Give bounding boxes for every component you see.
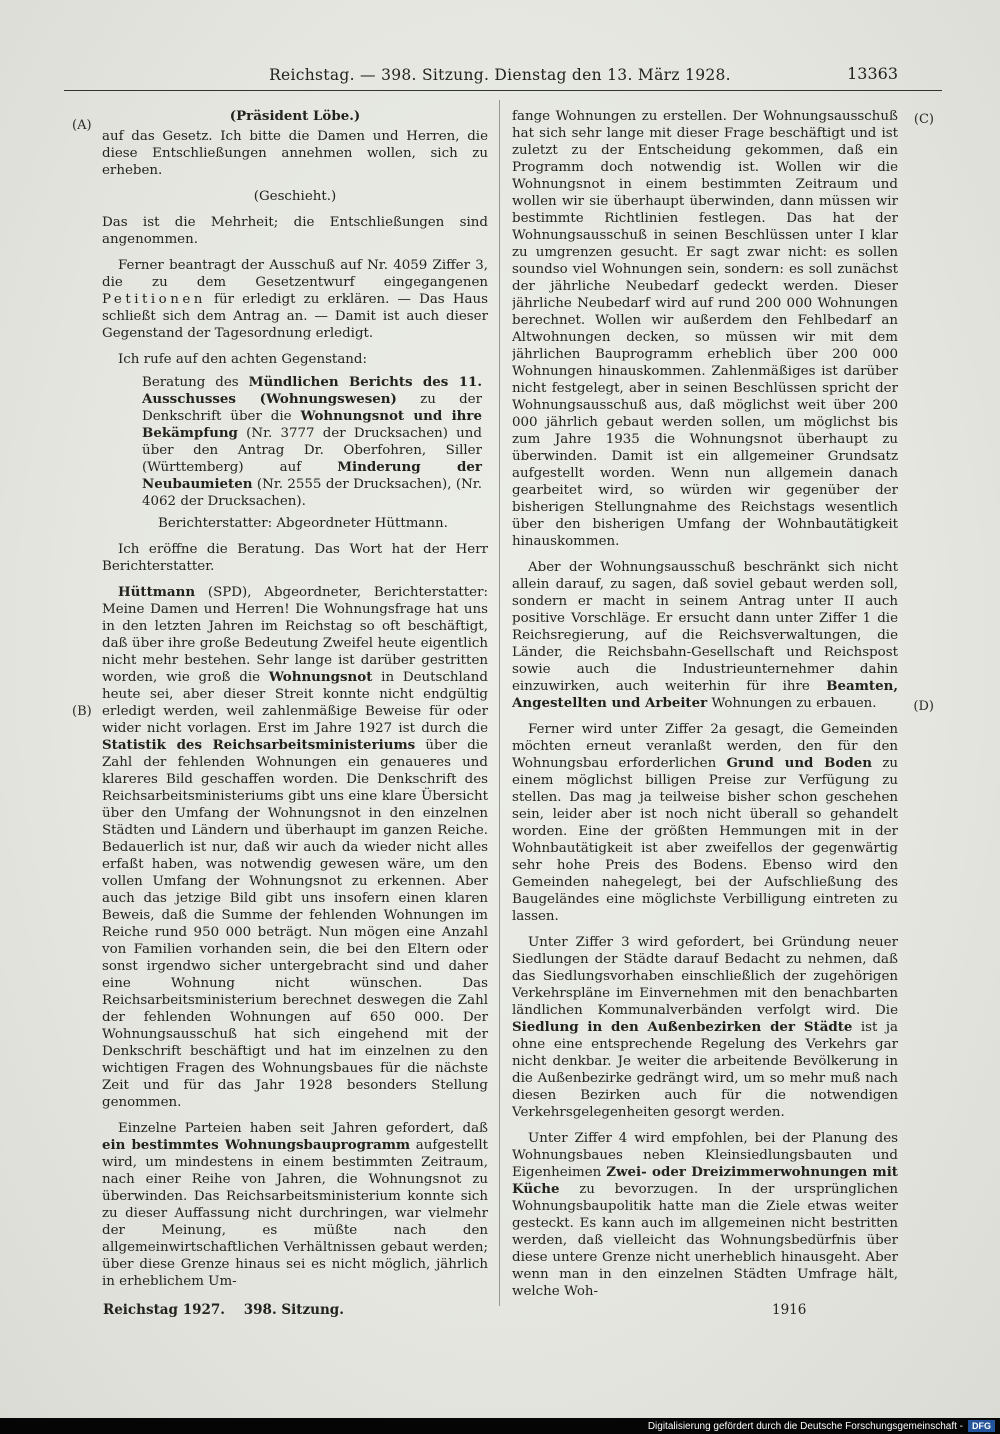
footer-page-number: 1916 [772,1302,807,1318]
paragraph [102,257,488,342]
paragraph [512,559,898,712]
margin-marker-b: (B) [72,704,92,719]
text-segment: Minderung der Neubaumieten [142,459,482,492]
text-segment: auf das Gesetz. Ich bitte die Damen und Herren, die diese Entschließungen annehmen wollen, sich zu erheben. [102,129,488,178]
column-right [512,108,898,1300]
text-segment: Ferner beantragt der Ausschuß auf Nr. 4059 Ziffer 3, die zu dem Gesetzentwurf eingegangenen [102,258,488,290]
text-segment: aufgestellt wird, um mindestens in einem bestimmten Zeitraum, nach einer Reihe von Jahren, die Wohnungsnot zu überwinden. Das Reichsarbeitsministerium konnte sich zu dieser Auffassung nicht durchringen, war vielmehr der Meinung, es müßte nach den allgemeinwirtschaftlichen Verhältnissen gebaut werden; über diese Grenze hinaus sei es nicht möglich, jährlich in erheblichem Um- [102,1138,488,1289]
margin-marker-c: (C) [913,112,934,127]
column-left [102,108,488,1300]
text-segment: Mündlichen Berichts des 11. Ausschusses (Wohnungswesen) [142,374,483,407]
paragraph [102,108,488,125]
text-segment: Einzelne Parteien haben seit Jahren gefordert, daß [118,1121,488,1136]
paragraph [102,188,488,205]
paragraph [102,1120,488,1290]
text-segment: zu der Denkschrift über die [142,392,482,424]
text-segment: Wohnungen zu erbauen. [707,696,877,711]
text-segment: Petitionen [102,292,206,307]
text-segment: Siedlung in den Außenbezirken der Städte [512,1019,853,1035]
paragraph [142,374,482,510]
text-segment: fange Wohnungen zu erstellen. Der Wohnungsausschuß hat sich sehr lange mit dieser Frage beschäftigt und ist zuletzt zu der Entscheidung gekommen, daß ein Programm doch notwendig ist. Wollen wir die Wohnungsnot in einem bestimmten Zeitraum und wollen wir sie überhaupt überwinden, dann müssen wir bestimmte Richtlinien festlegen. Das hat der Wohnungsausschuß in seinen Beschlüssen unter I klar zu umgrenzen gesucht. Er sagt zwar nicht: es sollen soundso viel Wohnungen sein, sondern: es soll zunächst der jährliche Neubedarf gedeckt werden. Dieser jährliche Neubedarf wird auf rund 200 000 Wohnungen berechnet. Wollen wir außerdem den Fehlbedarf an Altwohnungen decken, so müssen wir mit dem jährlichen Bauprogramm erheblich über 200 000 Wohnungen hinauskommen. Zahlenmäßiges ist darüber nicht festgelegt, aber in seinen Beschlüssen spricht der Wohnungsausschuß aus, daß möglichst weit über 200 000 jährlich gebaut werden sollen, um möglichst bis zum Jahre 1935 die Wohnungsnot überhaupt zu überwinden. Damit ist ein allgemeiner Grundsatz aufgestellt worden. Wenn nun allgemein danach gearbeitet wird, so würden wir gegenüber der bisherigen Stellungnahme des Reichstags wesentlich über den bisherigen Umfang der Wohnbautätigkeit hinauskommen. [512,109,898,549]
text-segment: in Deutschland heute sei, aber dieser Streit konnte nicht endgültig erledigt werden, weil zahlenmäßige Beweise für oder wider nicht vorlagen. Erst im Jahre 1927 ist durch die [102,670,488,736]
text-segment: (Nr. 2555 der Drucksachen), (Nr. 4062 der Drucksachen). [142,477,482,509]
paragraph [512,108,898,550]
text-segment: Ich rufe auf den achten Gegenstand: [118,352,368,367]
paragraph [158,515,488,532]
text-segment: (Präsident Löbe.) [229,108,361,124]
text-segment: über die Zahl der fehlenden Wohnungen ein genaueres und klareres Bild geschaffen worden. Die Denkschrift des Reichsarbeitsministeriums gibt uns eine klare Übersicht über den Umfang der Wohnungsnot in den einzelnen Städten und Ländern und überhaupt im ganzen Reiche. Bedauerlich ist nur, daß wir auch da wieder nicht alles erfaßt haben, was notwendig gewesen wäre, um den vollen Umfang der Wohnungsnot zu erkennen. Aber auch das jetzige Bild gibt uns insofern einen klaren Beweis, daß die Summe der fehlenden Wohnungen im Reiche rund 950 000 beträgt. Nun mögen eine Anzahl von Familien vorhanden sein, die bei den Eltern oder sonst irgendwo sicher untergebracht sind und daher eine Wohnung nicht wünschen. Das Reichsarbeitsministerium berechnet deswegen die Zahl der fehlenden Wohnungen auf 650 000. Der Wohnungsausschuß hat sich eingehend mit der Denkschrift beschäftigt und hat im einzelnen zu den wichtigen Fragen des Wohnungsbaues für die nächste Zeit und für das Jahr 1928 besonders Stellung genommen. [102,738,488,1110]
text-segment: Zwei- oder Dreizimmerwohnungen mit Küche [512,1164,898,1197]
paragraph [102,214,488,248]
text-segment: zu bevorzugen. In der ursprünglichen Wohnungsbaupolitik hatte man die Ziele etwas weiter gesteckt. Es kann auch im allgemeinen nicht bestritten werden, daß vielleicht das Wohnungsbedürfnis über diese untere Grenze nicht unerheblich hinausgeht. Aber wenn man in den einzelnen Städten Umfrage hält, welche Woh- [512,1182,898,1299]
text-segment: Grund und Boden [726,755,873,771]
text-segment: (SPD), Abgeordneter, Berichterstatter: Meine Damen und Herren! Die Wohnungsfrage hat uns in den letzten Jahren im Reichstag so oft beschäftigt, daß über ihre große Bedeutung Zweifel heute eigentlich nicht mehr bestehen. Sehr lange ist darüber gestritten worden, wie groß die [102,585,488,685]
text-segment: Statistik des Reichsarbeitsministeriums [102,737,416,753]
paragraph [512,934,898,1121]
text-segment: Unter Ziffer 4 wird empfohlen, bei der Planung des Wohnungsbaues neben Kleinsiedlungsbauten und Eigenheimen [512,1131,898,1180]
footer-session-label: Reichstag 1927. 398. Sitzung. [103,1302,344,1318]
text-segment: für erledigt zu erklären. — Das Haus schließt sich dem Antrag an. — Damit ist auch dieser Gegenstand der Tagesordnung erledigt. [102,292,488,341]
page-header-title: Reichstag. — 398. Sitzung. Dienstag den 13. März 1928. [269,66,731,84]
page-number: 13363 [847,64,898,83]
text-segment: ein bestimmtes Wohnungsbauprogramm [102,1137,411,1153]
text-columns [102,108,898,1300]
text-segment: Unter Ziffer 3 wird gefordert, bei Gründung neuer Siedlungen der Städte darauf Bedacht zu nehmen, daß das Siedlungsvorhaben einschließlich der zugehörigen Verkehrspläne im Einvernehmen mit den benachbarten ländlichen Kommunalverbänden verfolgt wird. Die [512,935,898,1018]
text-segment: Das ist die Mehrheit; die Entschließungen sind angenommen. [102,215,488,247]
paragraph [102,128,488,179]
text-segment: ist ja ohne eine entsprechende Regelung des Verkehrs gar nicht denkbar. Je weiter die arbeitende Bevölkerung in die Außenbezirke gedrängt wird, um so mehr muß nach diesen Bezirken auch für die notwendigen Verkehrsgelegenheiten gesorgt werden. [512,1020,898,1120]
text-segment: Ferner wird unter Ziffer 2a gesagt, die Gemeinden möchten erneut veranlaßt werden, den für den Wohnungsbau erforderlichen [512,722,898,771]
digitization-credit: Digitalisierung gefördert durch die Deutsche Forschungsgemeinschaft - [647,1420,963,1432]
paragraph [102,584,488,1111]
text-segment: Beratung des [142,375,249,390]
margin-marker-a: (A) [72,118,92,133]
digitization-bar [0,1418,1000,1434]
text-segment: Beamten, Angestellten und Arbeiter [512,678,898,711]
text-segment: (Geschieht.) [253,189,337,204]
text-segment: zu einem möglichst billigen Preise zur Verfügung zu stellen. Das mag ja teilweise bisher schon geschehen sein, leider aber ist noch nicht überall so gehandelt worden. Eine der größten Hemmungen mit in der Wohnbautätigkeit ist aber zweifellos der gegenwärtig sehr hohe Preis des Bodens. Ebenso wird den Gemeinden nahegelegt, bei der Aufschließung des Baugeländes eine möglichste Verbilligung eintreten zu lassen. [512,756,898,924]
paragraph [512,1130,898,1300]
dfg-logo: DFG [968,1420,995,1432]
paragraph [512,721,898,925]
text-segment: Berichterstatter: Abgeordneter Hüttmann. [158,516,448,531]
text-segment: Ich eröffne die Beratung. Das Wort hat der Herr Berichterstatter. [102,542,488,574]
text-segment: Wohnungsnot und ihre Bekämpfung [142,408,482,441]
header-rule [64,90,942,91]
margin-marker-d: (D) [913,699,934,714]
text-segment: Wohnungsnot [268,669,373,685]
text-segment: Hüttmann [118,584,196,600]
text-segment: (Nr. 3777 der Drucksachen) und über den Antrag Dr. Oberfohren, Siller (Württemberg) auf [142,426,482,475]
paragraph [102,351,488,368]
paragraph [102,541,488,575]
text-segment: Aber der Wohnungsausschuß beschränkt sich nicht allein darauf, zu sagen, daß soviel gebaut werden soll, sondern er macht in seinem Antrag unter II auch positive Vorschläge. Er ersucht dann unter Ziffer 1 die Reichsregierung, auf die Reichsverwaltungen, die Länder, die Reichsbahn-Gesellschaft und Reichspost sowie auch die Industrieunternehmer dahin einzuwirken, auch weiterhin für ihre [512,560,898,694]
